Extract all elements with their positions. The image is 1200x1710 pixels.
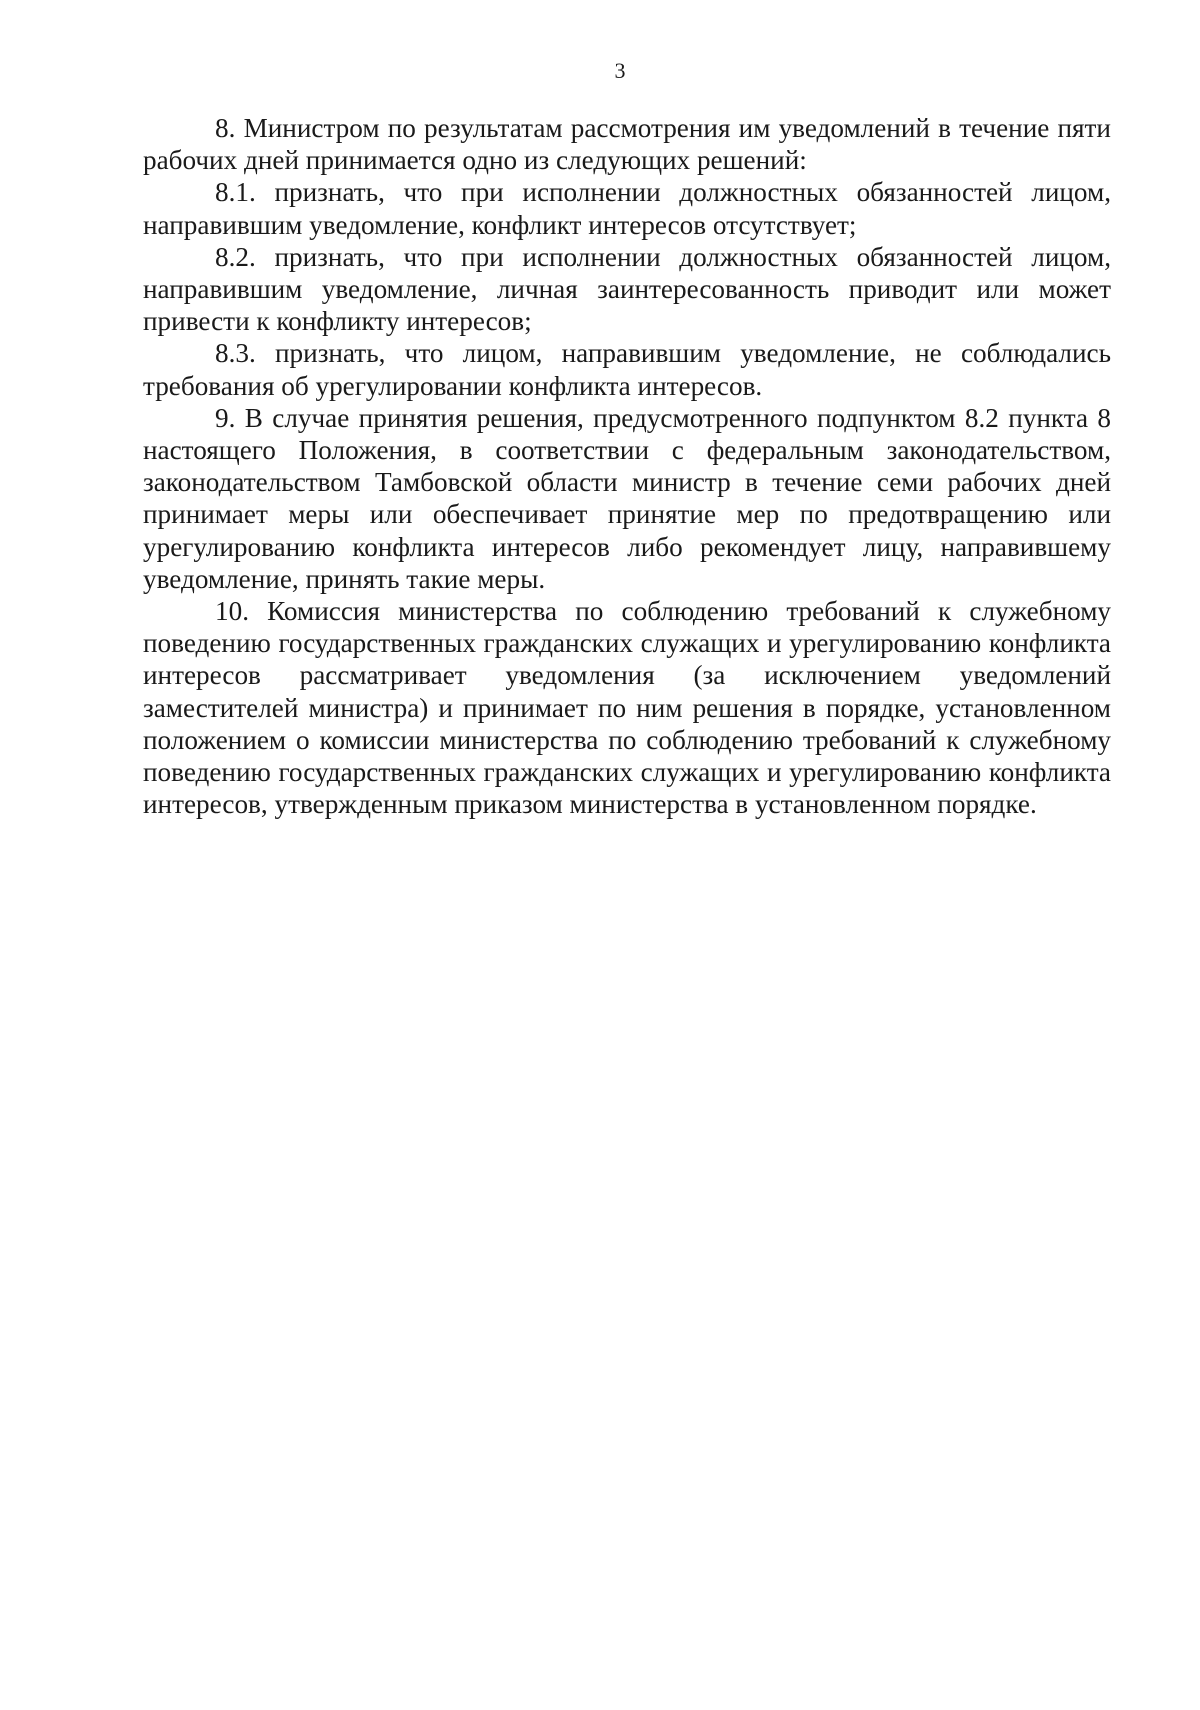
paragraph-8-2: 8.2. признать, что при исполнении должностных обязанностей лицом, направившим уведомление, личная заинтересованность приводит или может привести к конфликту интересов; <box>143 241 1111 337</box>
paragraph-8-3: 8.3. признать, что лицом, направившим уведомление, не соблюдались требования об урегулировании конфликта интересов. <box>143 338 1111 401</box>
paragraph-9: 9. В случае принятия решения, предусмотренного подпунктом 8.2 пункта 8 настоящего Положения, в соответствии с федеральным законодательством, законодательством Тамбовской области министр в течение семи рабочих дней принимает меры или обеспечивает принятие мер по предотвращению или урегулированию конфликта интересов либо рекомендует лицу, направившему уведомление, принять такие меры. <box>143 402 1111 594</box>
document-body <box>143 112 1111 820</box>
paragraph-8: 8. Министром по результатам рассмотрения им уведомлений в течение пяти рабочих дней принимается одно из следующих решений: <box>143 113 1111 176</box>
paragraph-8-1: 8.1. признать, что при исполнении должностных обязанностей лицом, направившим уведомление, конфликт интересов отсутствует; <box>143 177 1111 240</box>
page-number: 3 <box>614 58 626 83</box>
paragraph-10: 10. Комиссия министерства по соблюдению требований к служебному поведению государственных гражданских служащих и урегулированию конфликта интересов рассматривает уведомления (за исключением уведомлений заместителей министра) и принимает по ним решения в порядке, установленном положением о комиссии министерства по соблюдению требований к служебному поведению государственных гражданских служащих и урегулированию конфликта интересов, утвержденным приказом министерства в установленном порядке. <box>143 596 1111 820</box>
